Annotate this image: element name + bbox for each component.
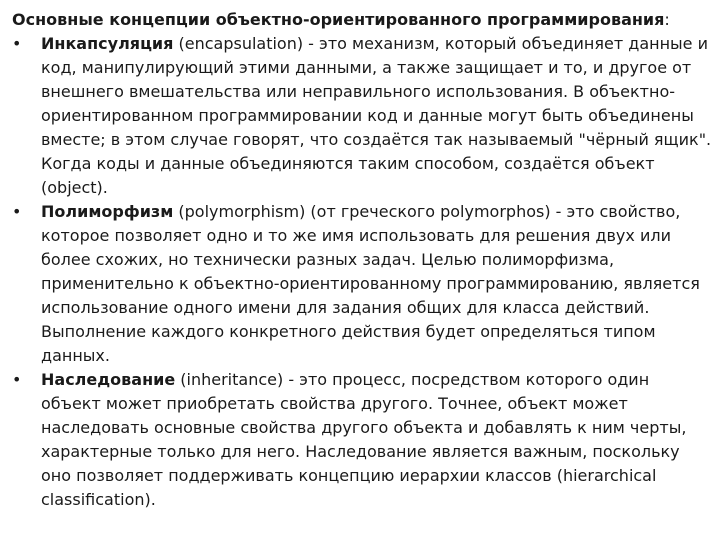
definition-inheritance: (inheritance) - это процесс, посредством которого один объект может приобретать свойства другого. Точнее, объект может наследовать основные свойства другого объекта и добавлять к ним черты, характерные только для него. Наследование является важным, поскольку оно позволяет поддерживать концепцию иерархии классов (hierarchical classification). <box>41 370 687 509</box>
definition-encapsulation: (encapsulation) - это механизм, который объединяет данные и код, манипулирующий этими данными, а также защищает и то, и другое от внешнего вмешательства или неправильного использования. В объектно-ориентированном программировании код и данные могут быть объединены вместе; в этом случае говорят, что создаётся так называемый "чёрный ящик". Когда коды и данные объединяются таким способом, создаётся объект (object). <box>41 34 712 197</box>
page-title <box>12 8 712 32</box>
bullet-icon: • <box>12 370 22 389</box>
concept-list <box>12 32 712 512</box>
list-item-inheritance <box>12 368 712 512</box>
list-item-encapsulation <box>12 32 712 200</box>
term-polymorphism: Полиморфизм <box>41 202 174 221</box>
term-encapsulation: Инкапсуляция <box>41 34 174 53</box>
bullet-icon: • <box>12 34 22 53</box>
page-title-text: Основные концепции объектно-ориентированного программирования <box>12 10 665 29</box>
bullet-icon: • <box>12 202 22 221</box>
term-inheritance: Наследование <box>41 370 176 389</box>
list-item-polymorphism <box>12 200 712 368</box>
definition-polymorphism: (polymorphism) (от греческого polymorphos) - это свойство, которое позволяет одно и то же имя использовать для решения двух или более схожих, но технически разных задач. Целью полиморфизма, применительно к объектно-ориентированному программированию, является использование одного имени для задания общих для класса действий. Выполнение каждого конкретного действия будет определяться типом данных. <box>41 202 700 365</box>
page-title-suffix: : <box>664 10 670 29</box>
